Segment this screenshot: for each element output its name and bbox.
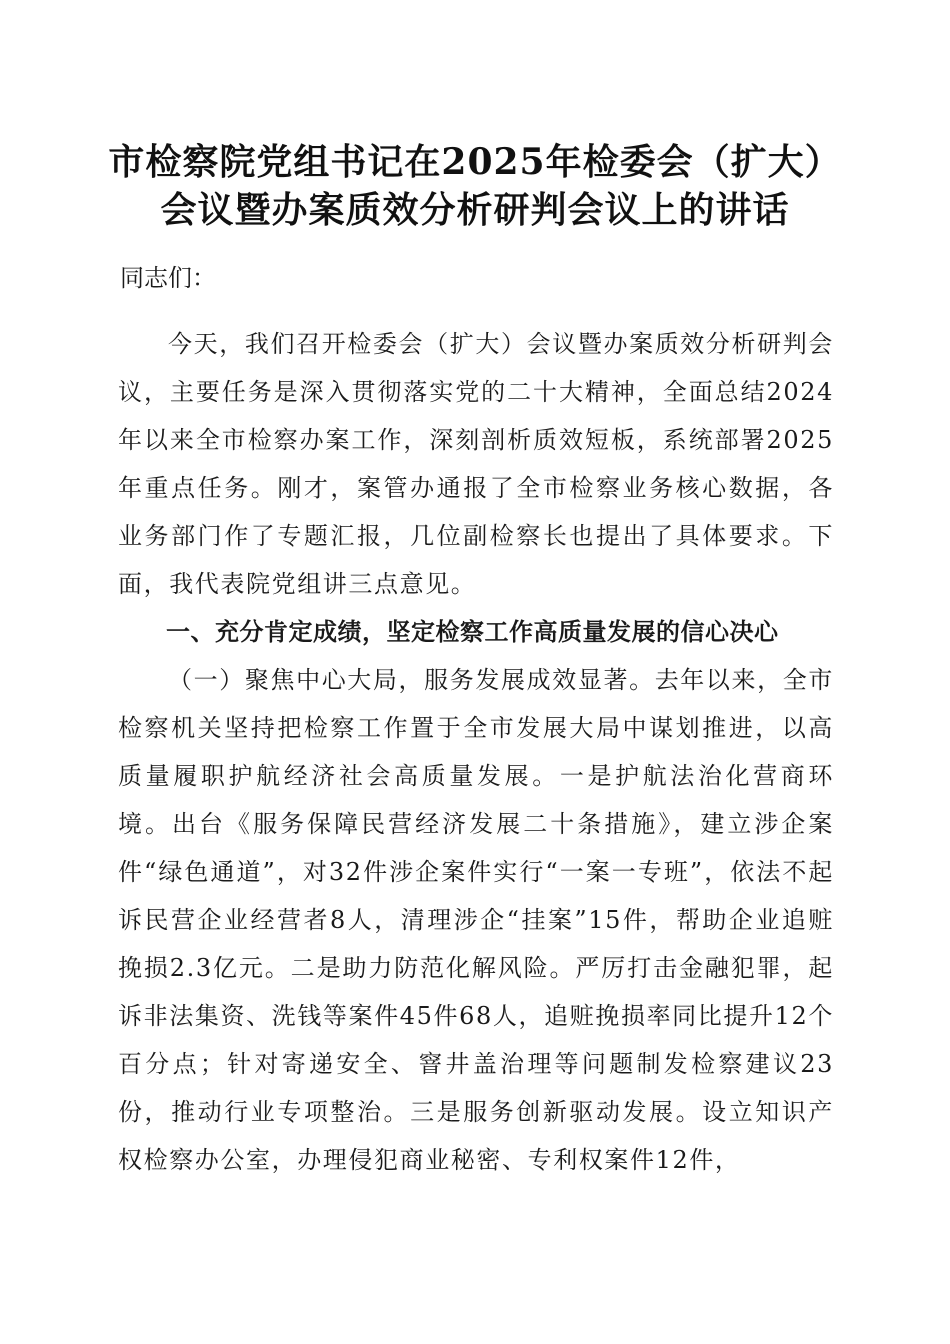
document-title-line-2: 会议暨办案质效分析研判会议上的讲话 (160, 189, 790, 231)
paragraph-section-1-1: （一）聚焦中心大局，服务发展成效显著。去年以来，全市检察机关坚持把检察工作置于全市发展大局中谋划推进，以高质量履职护航经济社会高质量发展。一是护航法治化营商环境。出台《服务保障民营经济发展二十条措施》，建立涉企案件“绿色通道”，对32件涉企案件实行“一案一专班”，依法不起诉民营企业经营者8人，清理涉企“挂案”15件，帮助企业追赃挽损2.3亿元。二是助力防范化解风险。严厉打击金融犯罪，起诉非法集资、洗钱等案件45件68人，追赃挽损率同比提升12个百分点；针对寄递安全、窨井盖治理等问题制发检察建议23份，推动行业专项整治。三是服务创新驱动发展。设立知识产权检察办公室，办理侵犯商业秘密、专利权案件12件， (118, 666, 834, 1174)
section-heading-1: 一、充分肯定成绩，坚定检察工作高质量发展的信心决心 (166, 618, 779, 646)
paragraph-intro: 今天，我们召开检委会（扩大）会议暨办案质效分析研判会议，主要任务是深入贯彻落实党的二十大精神，全面总结2024年以来全市检察办案工作，深刻剖析质效短板，系统部署2025年重点任务。刚才，案管办通报了全市检察业务核心数据，各业务部门作了专题汇报，几位副检察长也提出了具体要求。下面，我代表院党组讲三点意见。 (118, 330, 834, 598)
salutation: 同志们： (120, 264, 216, 292)
document-title-line-1: 市检察院党组书记在2025年检委会（扩大） (108, 141, 842, 183)
document-body (118, 320, 834, 1184)
